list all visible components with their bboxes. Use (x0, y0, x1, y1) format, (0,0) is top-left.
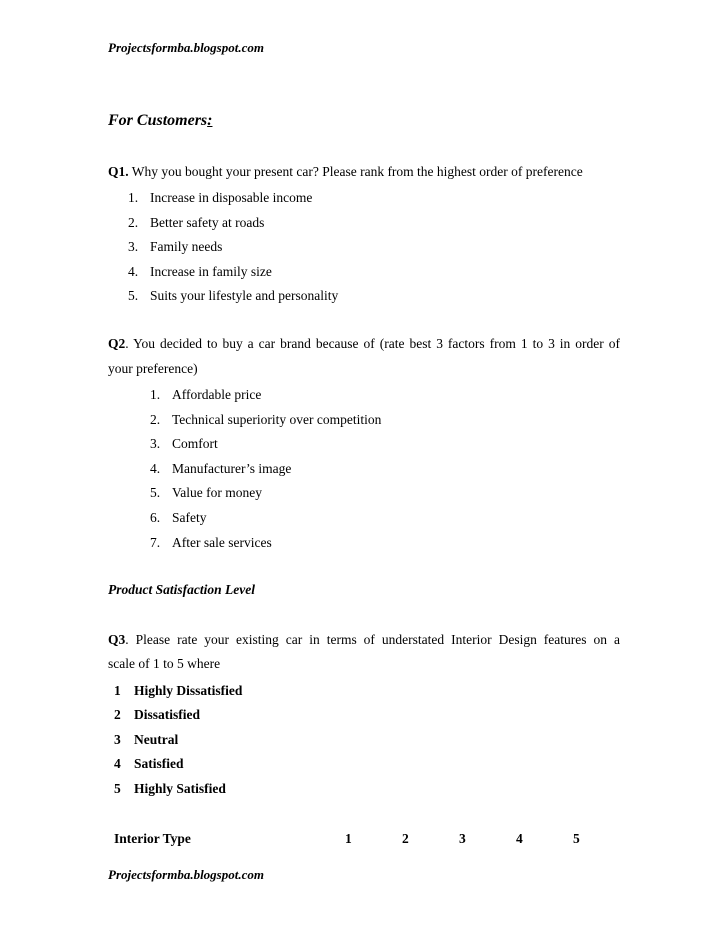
scale-row (114, 730, 178, 755)
list-item: 7. After sale services (150, 534, 272, 550)
list-item: 2. Better safety at roads (128, 214, 265, 230)
list-item: 6. Safety (150, 509, 207, 525)
q1-label: Q1. (108, 164, 129, 179)
list-item: 5. Value for money (150, 485, 262, 501)
q1-option-label: Suits your lifestyle and personality (150, 288, 339, 304)
q1-question (108, 164, 583, 180)
list-item: 1. Affordable price (150, 387, 262, 402)
list-item: 4. Manufacturer’s image (150, 460, 292, 476)
q1-option-label: Better safety at roads (150, 214, 265, 230)
list-item: 3. Comfort (150, 436, 218, 452)
footer-site-text: Projectsformba.blogspot.com (108, 867, 264, 882)
q3-text-line1: . Please rate your existing car in terms of understated Interior Design features on a (125, 632, 620, 647)
scale-label: Dissatisfied (134, 707, 201, 722)
q2-option-label: Manufacturer’s image (172, 460, 292, 476)
table-header-2: 2 (402, 831, 409, 846)
list-item: 1. Increase in disposable income (128, 190, 313, 205)
q2-options-list (150, 385, 381, 557)
table-header-interior-type: Interior Type (114, 831, 191, 846)
list-item: 5. Suits your lifestyle and personality (128, 288, 339, 304)
scale-label: Highly Satisfied (134, 781, 226, 796)
page-title-text: For Customers (108, 112, 208, 129)
scale-label: Highly Dissatisfied (134, 683, 243, 698)
q1-options-list (128, 188, 338, 311)
scale-number: 4 (114, 756, 121, 771)
q1-option-label: Family needs (150, 239, 223, 255)
scale-label: Satisfied (134, 756, 184, 771)
q1-text: Why you bought your present car? Please rank from the highest order of preference (128, 164, 583, 179)
q1-option-label: Increase in disposable income (150, 190, 313, 205)
list-item: 2. Technical superiority over competition (150, 411, 382, 427)
q1-option-label: Increase in family size (150, 263, 272, 279)
table-header-5: 5 (573, 831, 580, 846)
page-title (108, 112, 212, 130)
q3-question-line1 (108, 632, 620, 648)
scale-number: 1 (114, 683, 121, 698)
scale-label: Neutral (134, 732, 179, 747)
q2-option-label: After sale services (172, 534, 272, 550)
q2-question-line1 (108, 336, 620, 352)
scale-number: 3 (114, 732, 121, 747)
q2-question-line2: your preference) (108, 361, 198, 376)
list-item: 3. Family needs (128, 239, 223, 255)
q2-option-label: Technical superiority over competition (172, 411, 382, 427)
page-title-colon: : (207, 112, 213, 129)
table-header-4: 4 (516, 831, 523, 846)
q2-option-label: Comfort (172, 436, 218, 452)
q3-label: Q3 (108, 632, 126, 647)
q2-option-label: Safety (172, 509, 207, 525)
scale-number: 2 (114, 707, 121, 722)
q2-option-label: Value for money (172, 485, 262, 501)
scale-row (114, 754, 184, 779)
q2-label: Q2 (108, 336, 126, 351)
table-header-1: 1 (345, 831, 352, 846)
table-header-3: 3 (459, 831, 466, 846)
scale-row (114, 681, 242, 706)
q2-option-label: Affordable price (172, 387, 262, 402)
q2-text-line1: . You decided to buy a car brand because of (rate best 3 factors from 1 to 3 in order of (125, 336, 620, 351)
header-site-text: Projectsformba.blogspot.com (108, 40, 264, 55)
scale-row (114, 705, 200, 730)
scale-number: 5 (114, 781, 121, 796)
satisfaction-heading: Product Satisfaction Level (108, 582, 255, 597)
q3-question-line2: scale of 1 to 5 where (108, 656, 221, 671)
list-item: 4. Increase in family size (128, 263, 272, 279)
scale-row (114, 779, 226, 804)
